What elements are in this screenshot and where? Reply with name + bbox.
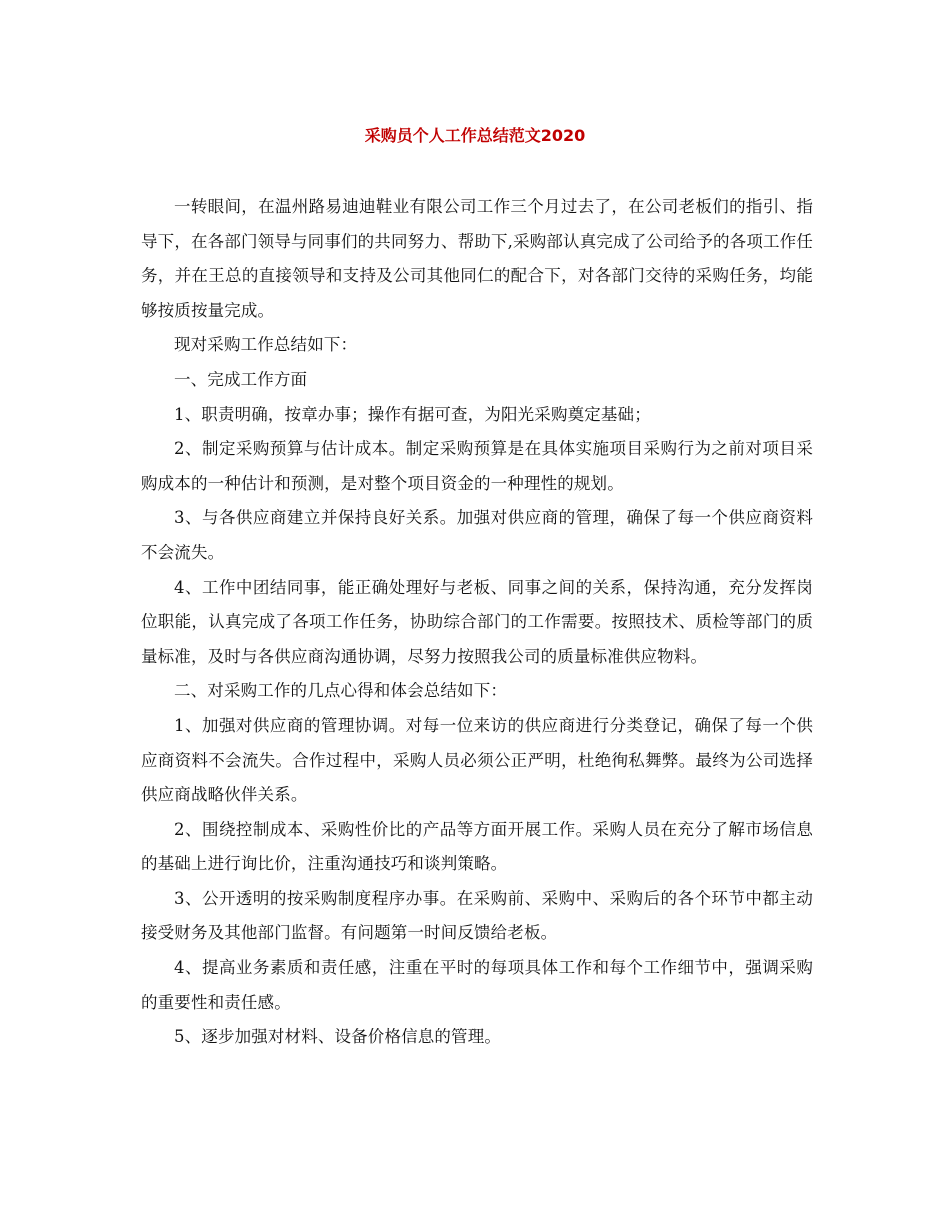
list-item: 1、职责明确，按章办事；操作有据可查，为阳光采购奠定基础； [174,404,651,424]
list-item: 4、提高业务素质和责任感，注重在平时的每项具体工作和每个工作细节中，强调采购的重要性和责任感。 [141,958,813,1012]
list-item: 3、公开透明的按采购制度程序办事。在采购前、采购中、采购后的各个环节中都主动接受财务及其他部门监督。有问题第一时间反馈给老板。 [141,888,813,943]
document-body [141,190,813,1055]
paragraph: 现对采购工作总结如下： [174,335,358,355]
section-heading: 二、对采购工作的几点心得和体会总结如下： [174,681,507,701]
paragraph: 一转眼间，在温州路易迪迪鞋业有限公司工作三个月过去了，在公司老板们的指引、指导下，在各部门领导与同事们的共同努力、帮助下,采购部认真完成了公司给予的各项工作任务，并在王总的直接领导和支持及公司其他同仁的配合下，对各部门交待的采购任务，均能够按质按量完成。 [141,197,813,320]
list-item: 1、加强对供应商的管理协调。对每一位来访的供应商进行分类登记，确保了每一个供应商资料不会流失。合作过程中，采购人员必须公正严明，杜绝徇私舞弊。最终为公司选择供应商战略伙伴关系。 [141,715,813,805]
list-item: 5、逐步加强对材料、设备价格信息的管理。 [174,1027,501,1047]
list-item: 3、与各供应商建立并保持良好关系。加强对供应商的管理，确保了每一个供应商资料不会流失。 [141,508,813,562]
list-item: 4、工作中团结同事，能正确处理好与老板、同事之间的关系，保持沟通，充分发挥岗位职能，认真完成了各项工作任务，协助综合部门的工作需要。按照技术、质检等部门的质量标准，及时与各供应商沟通协调，尽努力按照我公司的质量标准供应物料。 [141,577,813,666]
list-item: 2、制定采购预算与估计成本。制定采购预算是在具体实施项目采购行为之前对项目采购成本的一种估计和预测，是对整个项目资金的一种理性的规划。 [141,439,813,493]
list-item: 2、围绕控制成本、采购性价比的产品等方面开展工作。采购人员在充分了解市场信息的基础上进行询比价，注重沟通技巧和谈判策略。 [141,819,813,874]
document-title: 采购员个人工作总结范文2020 [364,126,586,145]
section-heading: 一、完成工作方面 [174,369,308,389]
